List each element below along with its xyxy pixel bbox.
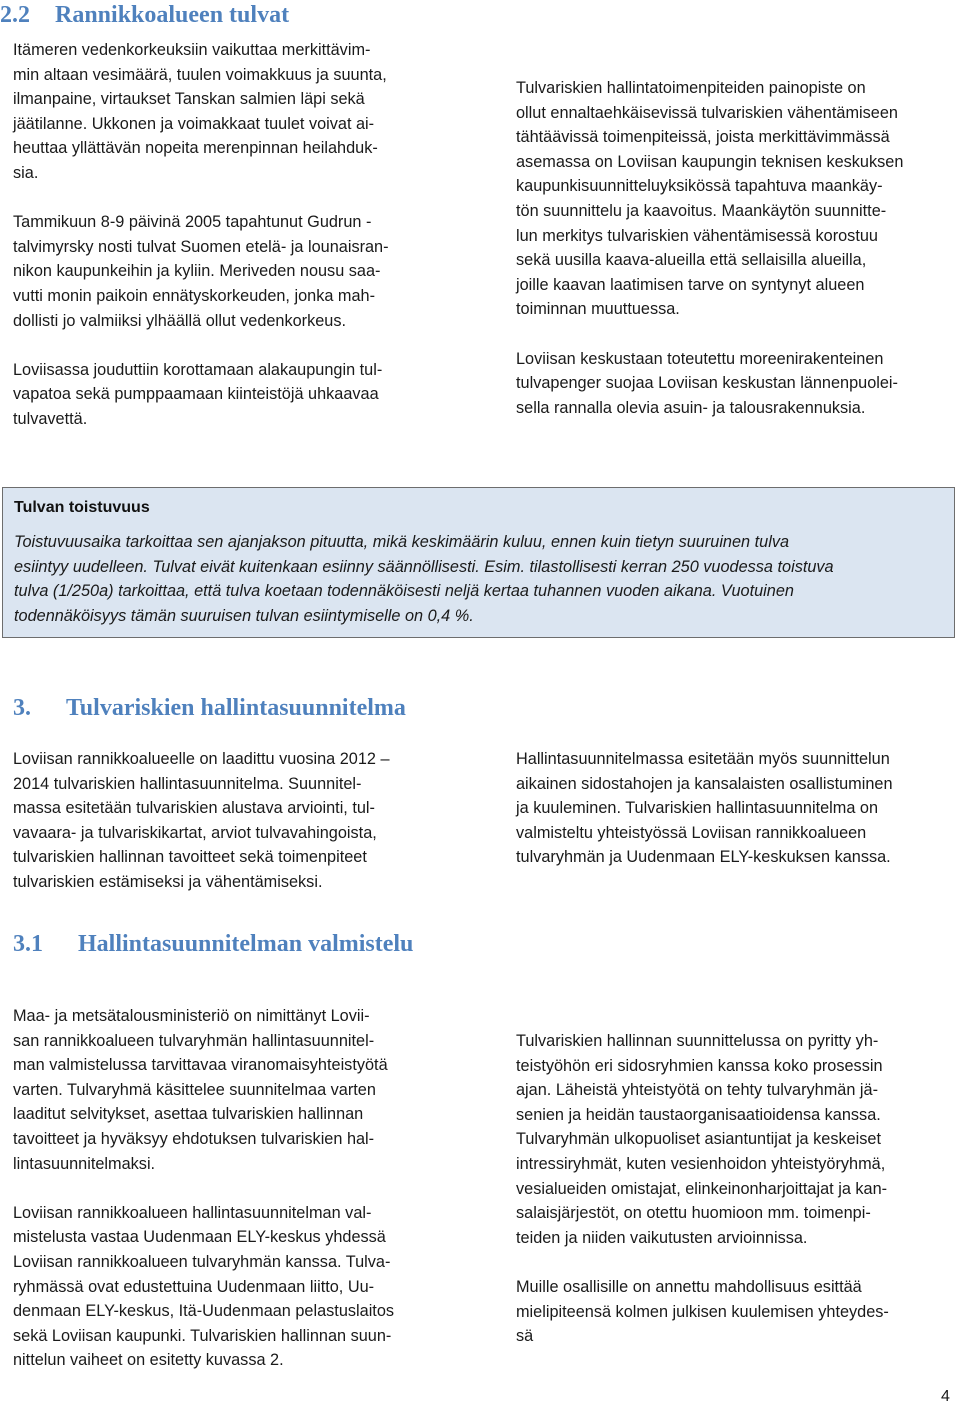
info-box-tulvan-toistuvuus — [2, 487, 955, 638]
section-title: Hallintasuunnitelman valmistelu — [78, 931, 414, 957]
section-number: 3.1 — [13, 931, 43, 957]
paragraph: Loviisassa jouduttiin korottamaan alakaupungin tul- vapatoa sekä pumppaamaan kiinteistöjä uhkaavaa tulvavettä. — [13, 360, 383, 428]
info-box-body: Toistuvuusaika tarkoittaa sen ajanjakson pituutta, mikä keskimäärin kuluu, ennen kuin tietyn suuruinen tulva esiintyy uudelleen. Tulvat eivät kuitenkaan esiinny säännöllisesti. Esim. tilastollisesti kerran 250 vuodessa toistuva tulva (1/250a) tarkoittaa, että tulva koetaan todennäköisesti neljä kertaa tuhannen vuoden aikana. Vuotuinen todennäköisyys tämän suuruisen tulvan esiintymiselle on 0,4 %. — [14, 533, 834, 625]
section-heading-3 — [13, 693, 406, 723]
section-3-1-left-column — [13, 1004, 458, 1373]
paragraph: Tulvariskien hallinnan suunnittelussa on pyritty yh- teistyöhön eri sidosryhmien kanssa koko prosessin ajan. Läheistä yhteistyötä on tehty tulvaryhmän jä- senien ja heidän taustaorganisaatioidensa kanssa. Tulvaryhmän ulkopuoliset asiantuntijat ja keskeiset intressiryhmät, kuten vesienhoidon yhteistyöryhmä, vesialueiden omistajat, elinkeinonharjoittajat ja kan- salaisjärjestöt, on otettu huomioon mm. toimenpi- teiden ja niiden vaikutusten arvioinnissa. — [516, 1032, 888, 1247]
info-box-title: Tulvan toistuvuus — [14, 499, 150, 516]
section-number: 2.2 — [0, 2, 30, 28]
section-2-2-right-column — [516, 76, 960, 420]
section-heading-3-1 — [13, 929, 413, 959]
paragraph: Tammikuun 8-9 päivinä 2005 tapahtunut Gudrun - talvimyrsky nosti tulvat Suomen etelä- ja lounaisran- nikon kaupunkeihin ja kyliin. Meriveden nousu saa- vutti monin paikoin ennätyskorkeuden, jonka mah- dollisti jo valmiiksi ylhäällä ollut vedenkorkeus. — [13, 213, 389, 330]
paragraph: Itämeren vedenkorkeuksiin vaikuttaa merkittävim- min altaan vesimäärä, tuulen voimakkuus ja suunta, ilmanpaine, virtaukset Tanskan salmien läpi sekä jäätilanne. Ukkonen ja voimakkaat tuulet voivat ai- heuttaa yllättävän nopeita merenpinnan heilahduk- sia. — [13, 41, 387, 182]
section-title: Tulvariskien hallintasuunnitelma — [66, 695, 406, 721]
paragraph: Loviisan rannikkoalueen hallintasuunnitelman val- mistelusta vastaa Uudenmaan ELY-keskus yhdessä Loviisan rannikkoalueen tulvaryhmän kanssa. Tulva- ryhmässä ovat edustettuina Uudenmaan liitto, Uu- denmaan ELY-keskus, Itä-Uudenmaan pelastuslaitos sekä Loviisan kaupunki. Tulvariskien hallinnan suun- nittelun vaiheet on esitetty kuvassa 2. — [13, 1203, 395, 1370]
section-3-1-right-column — [516, 1029, 960, 1349]
paragraph: Muille osallisille on annettu mahdollisuus esittää mielipiteensä kolmen julkisen kuulemisen yhteydes- sä — [516, 1277, 889, 1346]
section-heading-2-2 — [0, 0, 289, 30]
paragraph: Loviisan rannikkoalueelle on laadittu vuosina 2012 – 2014 tulvariskien hallintasuunnitelma. Suunnitel- massa esitetään tulvariskien alustava arviointi, tul- vavaara- ja tulvariskikartat, arviot tulvavahingoista, tulvariskien hallinnan tavoitteet sekä toimenpiteet tulvariskien estämiseksi ja vähentämiseksi. — [13, 750, 390, 891]
paragraph: Loviisan keskustaan toteutettu moreenirakenteinen tulvapenger suojaa Loviisan keskustan lännenpuolei- sella rannalla olevia asuin- ja talousrakennuksia. — [516, 349, 898, 417]
section-2-2-left-column — [13, 38, 458, 432]
paragraph: Maa- ja metsätalousministeriö on nimittänyt Lovii- san rannikkoalueen tulvaryhmän hallintasuunnitel- man valmistelussa tarvittavaa viranomaisyhteistyötä varten. Tulvaryhmä käsittelee suunnitelmaa varten laaditut selvitykset, asettaa tulvariskien hallinnan tavoitteet ja hyväksyy ehdotuksen tulvariskien hal- lintasuunnitelmaksi. — [13, 1007, 388, 1173]
page-number: 4 — [941, 1388, 950, 1405]
section-number: 3. — [13, 695, 31, 721]
paragraph: Hallintasuunnitelmassa esitetään myös suunnittelun aikainen sidostahojen ja kansalaisten osallistuminen ja kuuleminen. Tulvariskien hallintasuunnitelma on valmisteltu yhteistyössä Loviisan rannikkoalueen tulvaryhmän ja Uudenmaan ELY-keskuksen kanssa. — [516, 750, 893, 867]
section-title: Rannikkoalueen tulvat — [55, 2, 290, 28]
paragraph: Tulvariskien hallintatoimenpiteiden painopiste on ollut ennaltaehkäisevissä tulvariskien vähentämiseen tähtäävissä toimenpiteissä, joista merkittävimmässä asemassa on Loviisan kaupungin teknisen keskuksen kaupunkisuunnitteluyksikössä tapahtuva maankäy- tön suunnittelu ja kaavoitus. Maankäytön suunnitte- lun merkitys tulvariskien vähentämisessä korostuu sekä uusilla kaava-alueilla että sellaisilla alueilla, joille kaavan laatimisen tarve on syntynyt alueen toiminnan muuttuessa. — [516, 79, 904, 319]
section-3-left-column — [13, 747, 458, 895]
section-3-right-column — [516, 747, 960, 870]
